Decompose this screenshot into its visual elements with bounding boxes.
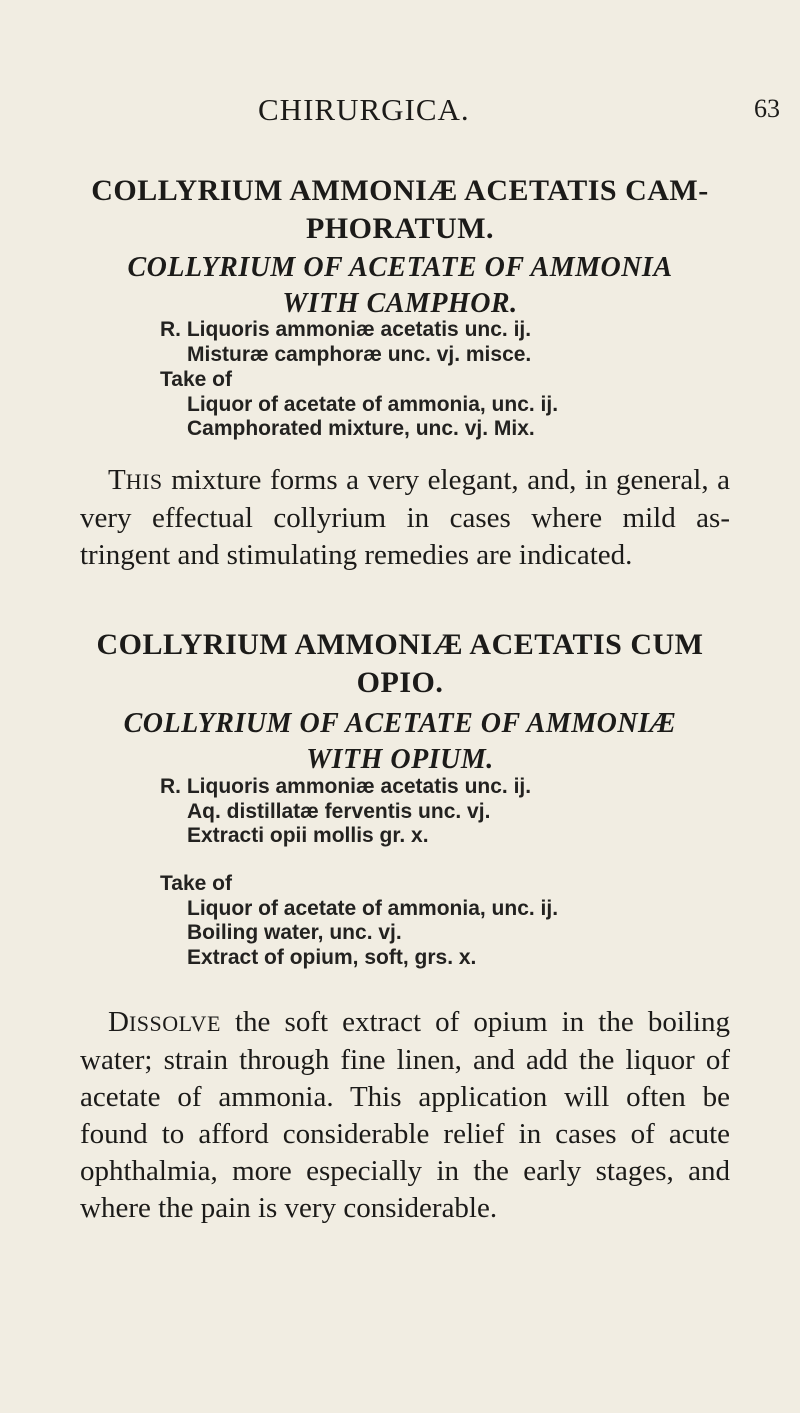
small-caps-word: ISSOLVE bbox=[128, 1011, 221, 1036]
section-subtitle-line: COLLYRIUM OF ACETATE OF AMMONIÆ bbox=[123, 708, 677, 739]
paragraph bbox=[80, 462, 730, 574]
section-title bbox=[60, 626, 740, 702]
section-subtitle-line: WITH OPIUM. bbox=[306, 744, 494, 775]
prescription-line: Liquor of acetate of ammonia, unc. ij. bbox=[187, 392, 559, 416]
prescription-line: Extract of opium, soft, grs. x. bbox=[187, 945, 477, 969]
paragraph-text: mixture forms a very elegant, and, in general, a very effectual collyrium in cases where mild as- tringent and stimulating remedies are indicated. bbox=[80, 464, 730, 571]
section-collyrium-camphoratum bbox=[60, 172, 740, 322]
latin-prescription bbox=[160, 318, 531, 367]
section-subtitle bbox=[60, 706, 740, 778]
running-title: CHIRURGICA. bbox=[258, 92, 470, 127]
prescription-line: R. Liquoris ammoniæ acetatis unc. ij. bbox=[160, 318, 532, 341]
take-of-label: Take of bbox=[160, 368, 232, 391]
prescription-line: Misturæ camphoræ unc. vj. misce. bbox=[187, 342, 532, 366]
take-of-label: Take of bbox=[160, 872, 232, 895]
latin-prescription bbox=[160, 775, 531, 849]
paragraph bbox=[80, 1004, 730, 1227]
drop-letter: D bbox=[108, 1006, 129, 1038]
page-number: 63 bbox=[754, 94, 780, 123]
section-title-line: COLLYRIUM AMMONIÆ ACETATIS CUM bbox=[96, 628, 704, 661]
section-title-line: OPIO. bbox=[356, 666, 444, 699]
prescription-line: Liquor of acetate of ammonia, unc. ij. bbox=[187, 896, 559, 920]
small-caps-word: HIS bbox=[125, 469, 163, 494]
prescription-line: Aq. distillatæ ferventis unc. vj. bbox=[187, 799, 491, 823]
prescription-line: Boiling water, unc. vj. bbox=[187, 921, 402, 944]
english-prescription bbox=[160, 368, 558, 442]
prescription-line: R. Liquoris ammoniæ acetatis unc. ij. bbox=[160, 775, 532, 798]
section-title-line: COLLYRIUM AMMONIÆ ACETATIS CAM- bbox=[91, 174, 709, 207]
section-subtitle-line: COLLYRIUM OF ACETATE OF AMMONIA bbox=[127, 252, 673, 283]
section-title bbox=[60, 172, 740, 248]
section-subtitle bbox=[60, 250, 740, 322]
paragraph-first-word bbox=[80, 464, 163, 496]
section-subtitle-line: WITH CAMPHOR. bbox=[282, 288, 518, 319]
running-head bbox=[0, 92, 800, 132]
drop-letter: T bbox=[108, 464, 126, 496]
paragraph-text: the soft extract of opium in the boiling water; strain through fine linen, and add the liquor of acetate of ammonia. This application will often be found to afford considerable relief in cases of acute ophthalmia, more especially in the early stages, and where the pain is very considerable. bbox=[80, 1006, 730, 1224]
english-prescription bbox=[160, 872, 558, 970]
section-title-line: PHORATUM. bbox=[305, 212, 495, 245]
paragraph-first-word bbox=[80, 1006, 221, 1038]
section-collyrium-cum-opio bbox=[60, 626, 740, 778]
prescription-line: Camphorated mixture, unc. vj. Mix. bbox=[187, 417, 535, 440]
prescription-line: Extracti opii mollis gr. x. bbox=[187, 824, 429, 847]
